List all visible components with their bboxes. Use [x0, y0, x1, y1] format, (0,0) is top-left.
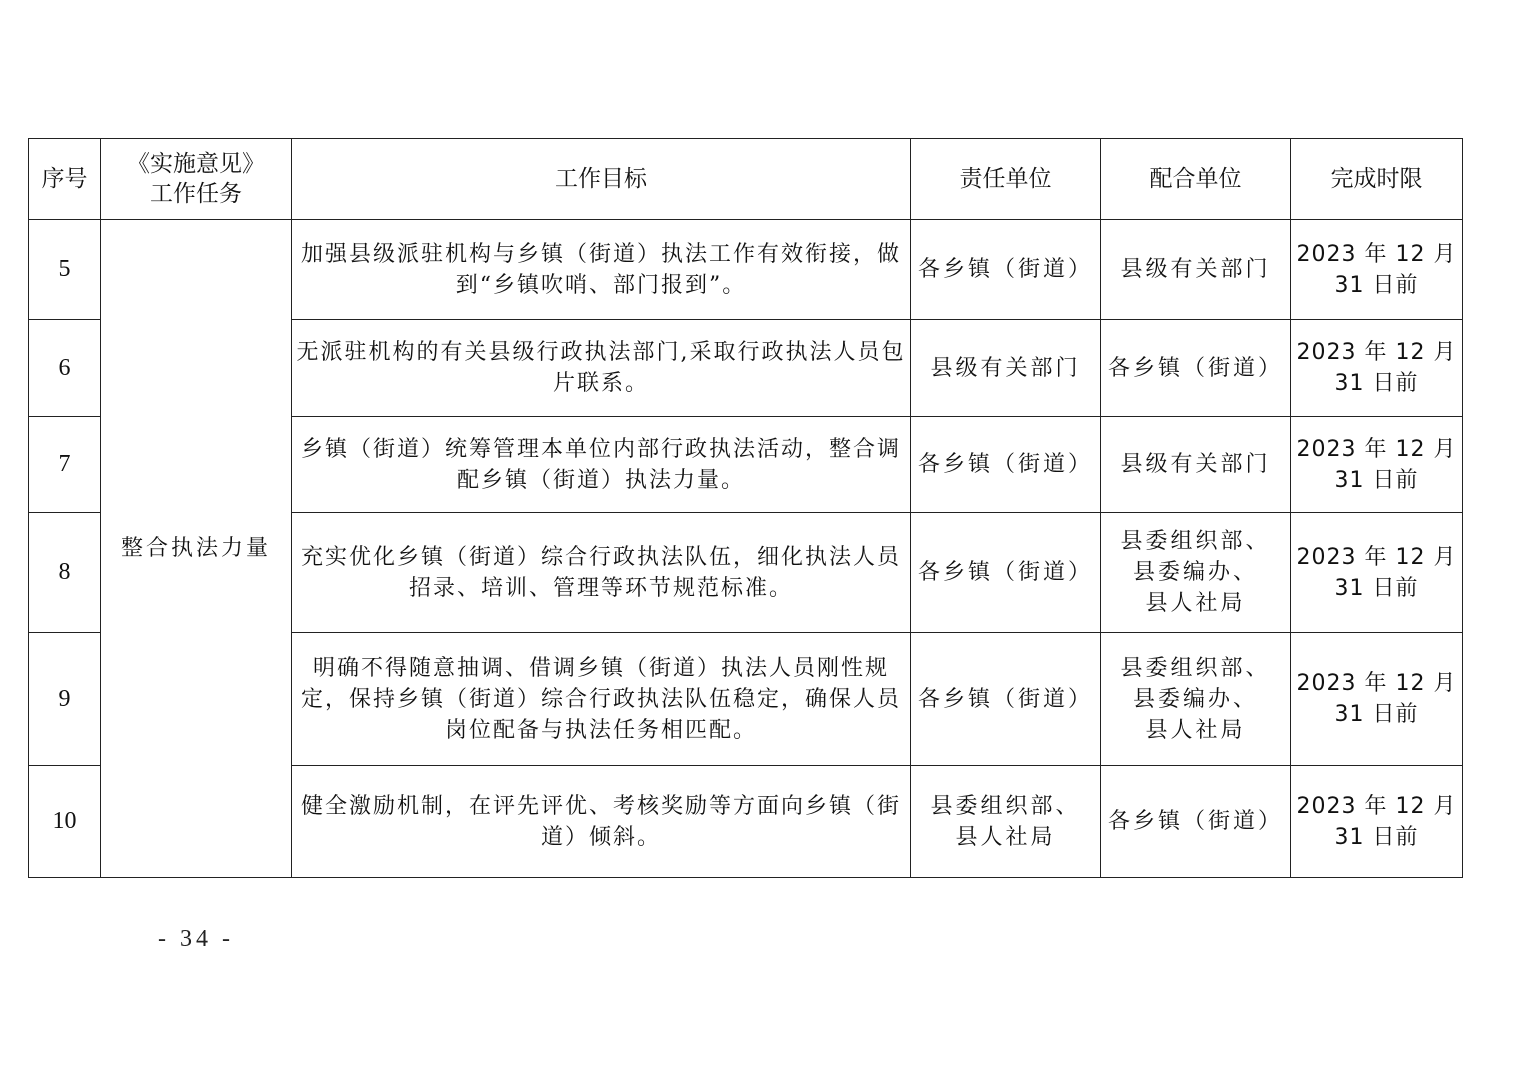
row-responsible-line: 各乡镇（街道）	[917, 452, 1093, 477]
row-deadline-line: 31 日前	[1334, 702, 1419, 727]
row-seq: 6	[29, 320, 101, 417]
row-cooperating	[1101, 766, 1291, 878]
row-cooperating-line: 各乡镇（街道）	[1107, 355, 1283, 381]
row-responsible-line: 县委组织部、	[930, 793, 1081, 819]
row-cooperating-line: 县级有关部门	[1120, 452, 1271, 477]
row-cooperating	[1101, 513, 1291, 633]
header-goal: 工作目标	[292, 139, 911, 220]
row-deadline-line: 2023 年 12 月	[1296, 340, 1457, 365]
row-cooperating-line: 县人社局	[1145, 717, 1246, 743]
row-seq: 10	[29, 766, 101, 878]
row-cooperating	[1101, 220, 1291, 320]
row-seq: 9	[29, 633, 101, 766]
row-goal: 加强县级派驻机构与乡镇（街道）执法工作有效衔接，做到“乡镇吹哨、部门报到”。	[292, 220, 911, 320]
row-goal: 明确不得随意抽调、借调乡镇（街道）执法人员刚性规定，保持乡镇（街道）综合行政执法队伍稳定，确保人员岗位配备与执法任务相匹配。	[292, 633, 911, 766]
row-deadline-line: 31 日前	[1334, 371, 1419, 396]
row-cooperating-line: 各乡镇（街道）	[1107, 809, 1283, 834]
header-seq: 序号	[29, 139, 101, 220]
table-header-row	[29, 139, 1463, 220]
row-deadline	[1291, 220, 1463, 320]
page-number: - 34 -	[158, 926, 234, 952]
work-task-table	[28, 138, 1463, 878]
row-deadline-line: 31 日前	[1334, 575, 1419, 601]
header-task-line2: 工作任务	[150, 181, 242, 207]
row-seq: 7	[29, 417, 101, 513]
header-task	[101, 139, 292, 220]
row-responsible-line: 各乡镇（街道）	[917, 686, 1093, 712]
row-responsible	[911, 513, 1101, 633]
row-cooperating-line: 县委编办、	[1132, 686, 1258, 712]
header-task-line1: 《实施意见》	[127, 151, 265, 177]
row-responsible	[911, 417, 1101, 513]
row-deadline-line: 31 日前	[1334, 467, 1419, 493]
row-cooperating	[1101, 320, 1291, 417]
row-deadline-line: 2023 年 12 月	[1296, 671, 1457, 696]
row-cooperating	[1101, 417, 1291, 513]
row-deadline	[1291, 513, 1463, 633]
row-seq: 8	[29, 513, 101, 633]
row-seq: 5	[29, 220, 101, 320]
table-body	[29, 220, 1463, 878]
row-goal: 乡镇（街道）统筹管理本单位内部行政执法活动，整合调配乡镇（街道）执法力量。	[292, 417, 911, 513]
row-deadline-line: 2023 年 12 月	[1296, 793, 1457, 819]
row-goal: 充实优化乡镇（街道）综合行政执法队伍，细化执法人员招录、培训、管理等环节规范标准。	[292, 513, 911, 633]
row-deadline	[1291, 766, 1463, 878]
row-cooperating-line: 县委组织部、	[1120, 655, 1271, 681]
row-cooperating	[1101, 633, 1291, 766]
row-responsible	[911, 766, 1101, 878]
row-deadline-line: 31 日前	[1334, 824, 1419, 850]
row-deadline	[1291, 633, 1463, 766]
header-deadline: 完成时限	[1291, 139, 1463, 220]
row-responsible-line: 县级有关部门	[930, 355, 1081, 381]
row-cooperating-line: 县委组织部、	[1120, 529, 1271, 554]
row-deadline-line: 2023 年 12 月	[1296, 544, 1457, 570]
row-responsible	[911, 220, 1101, 320]
table-row	[29, 220, 1463, 320]
row-goal: 健全激励机制，在评先评优、考核奖励等方面向乡镇（街道）倾斜。	[292, 766, 911, 878]
row-cooperating-line: 县委编办、	[1132, 560, 1258, 585]
row-deadline-line: 2023 年 12 月	[1296, 436, 1457, 462]
row-responsible	[911, 633, 1101, 766]
row-goal: 无派驻机构的有关县级行政执法部门,采取行政执法人员包片联系。	[292, 320, 911, 417]
task-group-cell: 整合执法力量	[101, 220, 292, 878]
row-responsible-line: 县人社局	[955, 824, 1056, 850]
row-cooperating-line: 县人社局	[1145, 591, 1246, 616]
header-responsible: 责任单位	[911, 139, 1101, 220]
header-cooperating: 配合单位	[1101, 139, 1291, 220]
row-deadline	[1291, 320, 1463, 417]
row-responsible-line: 各乡镇（街道）	[917, 257, 1093, 282]
row-deadline	[1291, 417, 1463, 513]
row-responsible-line: 各乡镇（街道）	[917, 560, 1093, 585]
row-deadline-line: 2023 年 12 月	[1296, 241, 1457, 267]
row-cooperating-line: 县级有关部门	[1120, 257, 1271, 282]
row-responsible	[911, 320, 1101, 417]
row-deadline-line: 31 日前	[1334, 272, 1419, 298]
